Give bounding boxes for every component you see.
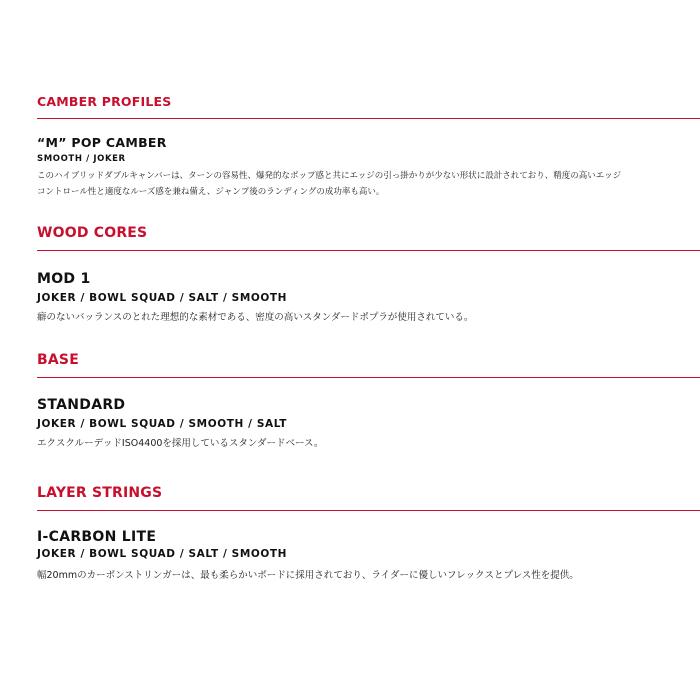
item-name: “M” POP CAMBER <box>37 135 167 150</box>
section-divider <box>37 118 700 119</box>
item-models: JOKER / BOWL SQUAD / SMOOTH / SALT <box>37 418 288 430</box>
item-models: JOKER / BOWL SQUAD / SALT / SMOOTH <box>37 292 288 304</box>
item-description <box>37 568 660 584</box>
section-divider <box>37 377 700 378</box>
item-name: STANDARD <box>37 397 126 413</box>
description-line: このハイブリッドダブルキャンバーは、ターンの容易性、爆発的なポップ感と共にエッジの引っ掛かりが少ない形状に設計されており、精度の高いエッジ <box>37 171 622 181</box>
description-line: エクスクルーデッドISO4400を採用しているスタンダードベース。 <box>37 438 324 449</box>
description-line: 癖のないバッランスのとれた理想的な素材である、密度の高いスタンダードポプラが使用されている。 <box>37 312 474 323</box>
section-title: LAYER STRINGS <box>37 485 163 501</box>
description-line: 幅20mmのカーボンストリンガーは、最も柔らかいボードに採用されており、ライダーに優しいフレックスとプレス性を提供。 <box>37 570 579 581</box>
section-divider <box>37 250 700 251</box>
section-title: WOOD CORES <box>37 225 148 241</box>
section-base <box>37 352 700 449</box>
section-title: CAMBER PROFILES <box>37 94 172 109</box>
item-description <box>37 436 660 452</box>
section-title: BASE <box>37 352 79 368</box>
description-line: コントロール性と適度なルーズ感を兼ね備え、ジャンプ後のランディングの成功率も高い。 <box>37 187 385 197</box>
item-description <box>37 310 660 326</box>
item-models: SMOOTH / JOKER <box>37 154 126 164</box>
item-description <box>37 168 660 200</box>
section-wood-cores <box>37 225 700 323</box>
section-divider <box>37 510 700 511</box>
item-name: MOD 1 <box>37 271 91 287</box>
section-camber-profiles <box>37 94 700 197</box>
item-models: JOKER / BOWL SQUAD / SALT / SMOOTH <box>37 548 288 560</box>
section-layer-strings <box>37 485 700 581</box>
item-name: I-CARBON LITE <box>37 529 157 545</box>
